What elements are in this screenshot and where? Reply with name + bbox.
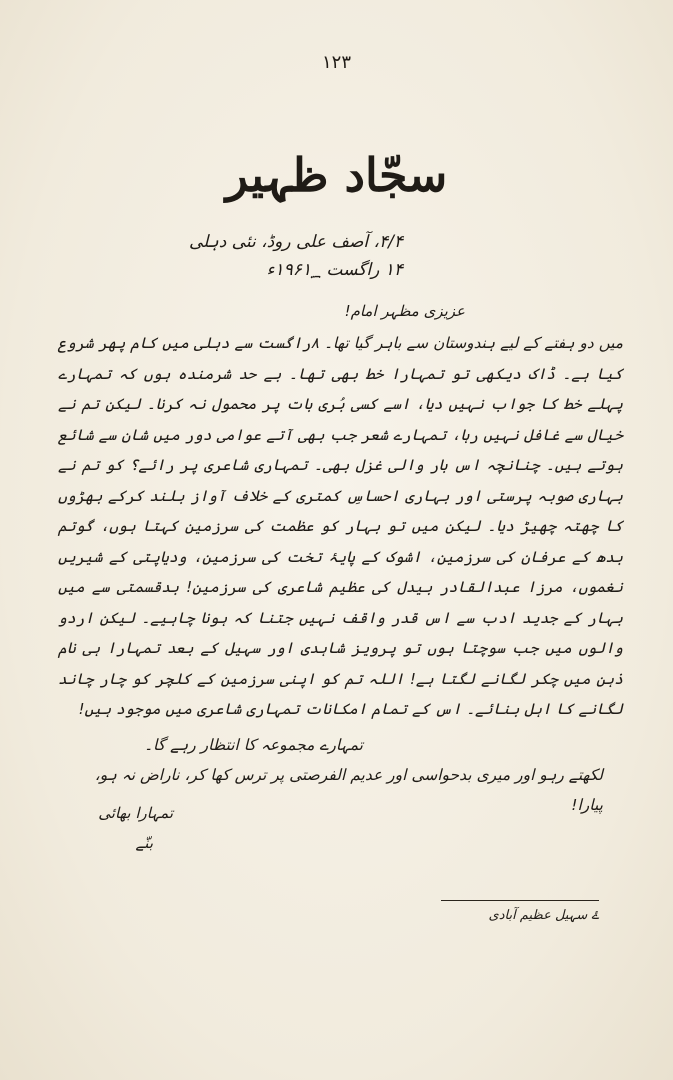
closing-line-1: تمہارے مجموعہ کا انتظار رہے گا۔ — [143, 736, 363, 754]
letter-body — [58, 328, 623, 725]
signature-block — [53, 798, 173, 858]
date-line: ۱۴ راگست ۱۹۶۱؁ء — [266, 260, 403, 280]
closing-line-2: لکھتے رہو اور میری بدحواسی اور عدیم الفرصتی پر ترس کھا کر، ناراض نہ ہو، پیارا! — [94, 766, 603, 814]
footnote-divider — [441, 900, 599, 901]
salutation: عزیزی مظہر امام! — [344, 302, 465, 320]
sender-address — [143, 228, 403, 284]
footnote: ۓ سہیل عظیم آبادی — [488, 908, 599, 923]
signature-line-1: تمہارا بھائی — [98, 804, 173, 822]
page-number: ۱۲۳ — [321, 52, 351, 73]
letter-title: سجّاد ظہیر — [225, 148, 448, 202]
body-paragraph: میں دو ہفتے کے لیے ہندوستان سے باہر گیا تھا۔ ۸راگست سے دہلی میں کام پھر شروع کیا ہے۔ ڈاک دیکھی تو تمہارا خط بھی تھا۔ بے حد شرمندہ ہوں کہ تمہارے پہلے خط کا جواب نہیں دیا، اسے کسی بُری بات پر محمول نہ کرنا۔ لیکن تم نے خیال سے غافل نہیں رہا، تمہارے شعر جب بھی آتے عوامی دور میں شان سے شائع ہوتے ہیں۔ چنانچہ اس بار والی غزل بھی۔ تمہاری شاعری پر رائے؟ کو تم نے بہاری صوبہ پرستی اور بہاری احساسِ کمتری کے خلاف آواز بلند کرکے بھڑوں کا چھتہ چھیڑ دیا۔ لیکن میں تو بہار کو عظمت کی سرزمین کہتا ہوں، گوتم بدھ کے عرفان کی سرزمین، اشوک کے پایۂ تخت کی سرزمین، ودیاپتی کے شیریں نغموں، مرزا عبدالقادر بیدل کی عظیم شاعری کی سرزمین! بدقسمتی سے میں بہار کے جدید ادب سے اس قدر واقف نہیں جتنا کہ ہونا چاہیے۔ لیکن اردو والوں میں جب سوچتا ہوں تو پرویز شاہدی اور سہیل کے بعد تمہارا ہی نام ذہن میں چکر لگانے لگتا ہے! اللہ تم کو اپنی سرزمین کے کلچر کو چار چاند لگانے کا اہل بنائے۔ اس کے تمام امکانات تمہاری شاعری میں موجود ہیں! — [58, 334, 623, 718]
address-line: ۴/۴، آصف علی روڈ، نئی دہلی — [188, 232, 403, 252]
signature-name: بنّے — [135, 834, 153, 852]
